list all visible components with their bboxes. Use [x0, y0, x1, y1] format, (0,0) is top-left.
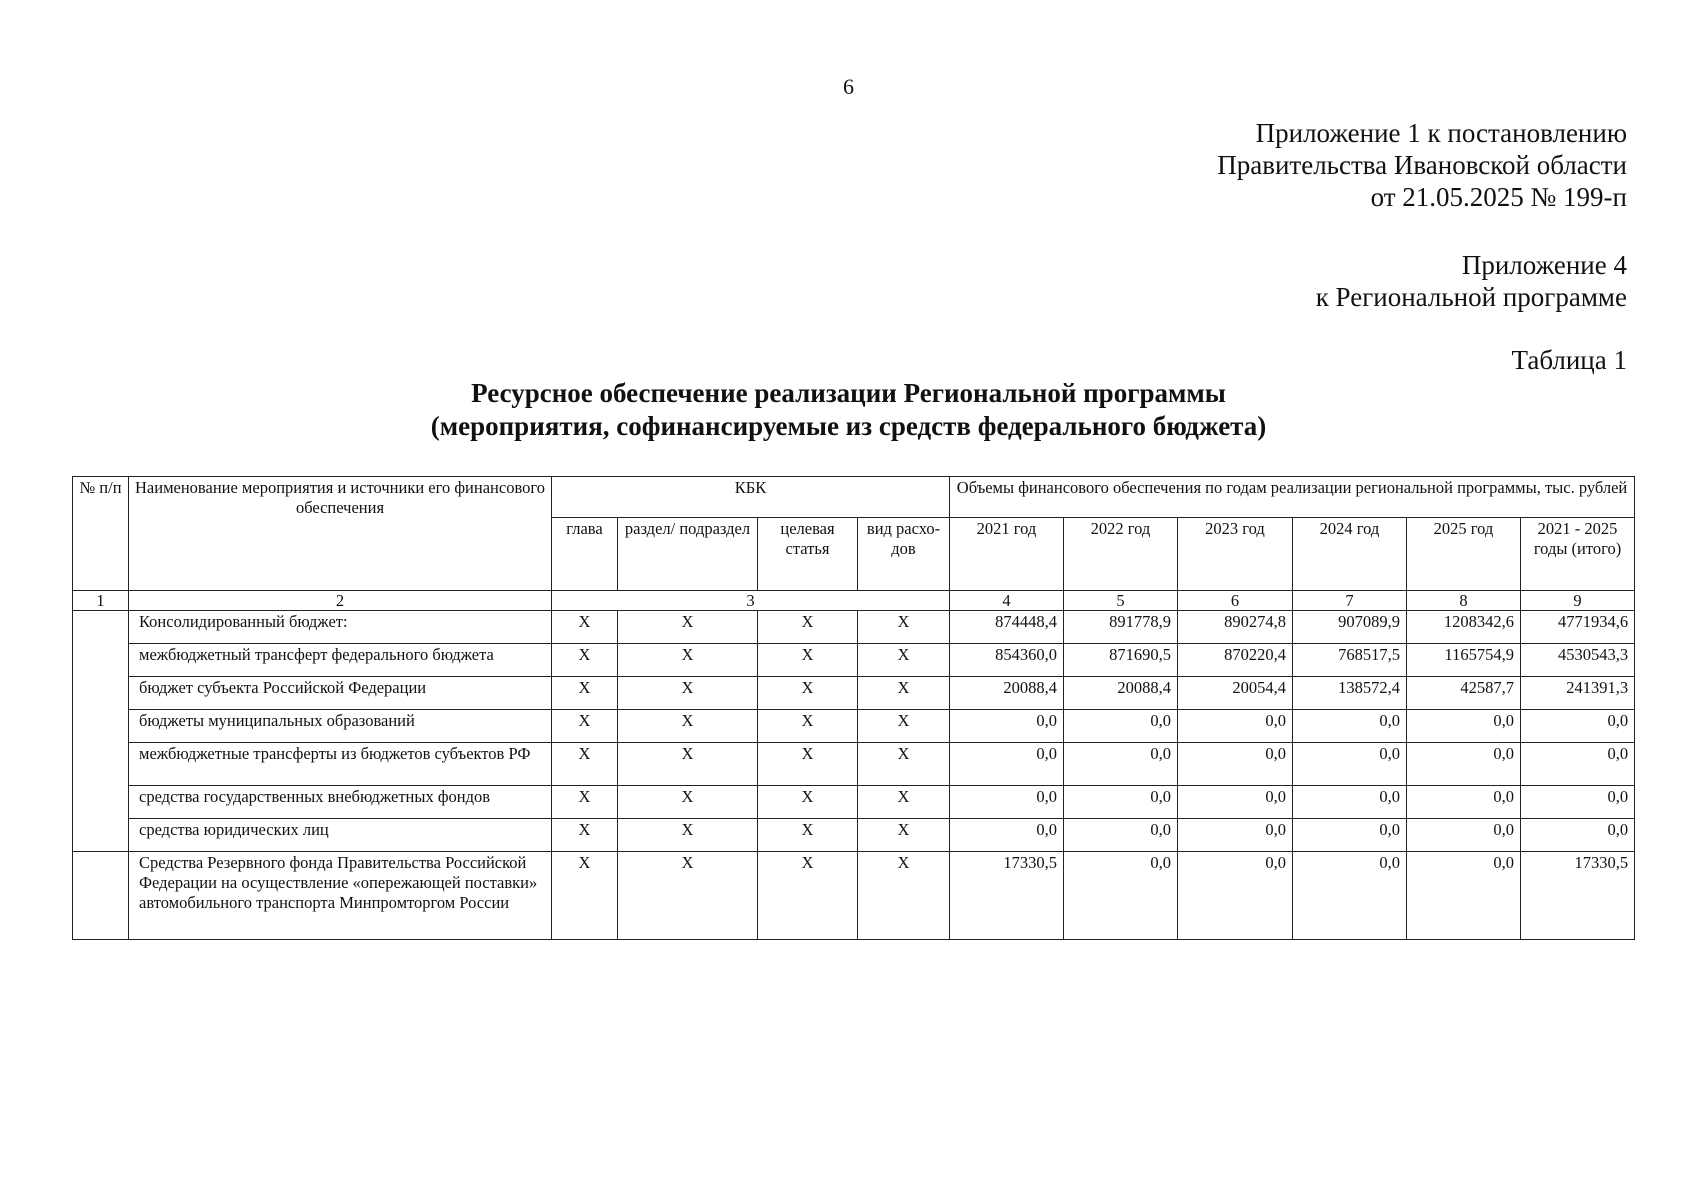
row-name: средства юридических лиц [129, 819, 552, 852]
value-cell: 0,0 [1178, 852, 1293, 940]
value-cell: 0,0 [950, 710, 1064, 743]
kbk-cell: Х [552, 611, 618, 644]
kbk-cell: Х [618, 677, 758, 710]
document-title-line: Ресурсное обеспечение реализации Региональной программы [471, 378, 1226, 408]
row-number-cell [73, 611, 129, 852]
row-name: бюджет субъекта Российской Федерации [129, 677, 552, 710]
value-cell: 0,0 [1293, 743, 1407, 786]
kbk-cell: Х [858, 786, 950, 819]
value-cell: 0,0 [1064, 852, 1178, 940]
header-total: 2021 - 2025 годы (итого) [1521, 518, 1635, 591]
value-cell: 0,0 [1407, 710, 1521, 743]
kbk-cell: Х [858, 852, 950, 940]
kbk-cell: Х [758, 819, 858, 852]
value-cell: 871690,5 [1064, 644, 1178, 677]
table-row [73, 677, 1635, 710]
kbk-cell: Х [858, 819, 950, 852]
value-cell: 42587,7 [1407, 677, 1521, 710]
table-row [73, 611, 1635, 644]
value-cell: 768517,5 [1293, 644, 1407, 677]
kbk-cell: Х [618, 819, 758, 852]
value-cell: 874448,4 [950, 611, 1064, 644]
kbk-cell: Х [758, 710, 858, 743]
value-cell: 0,0 [950, 819, 1064, 852]
kbk-cell: Х [552, 644, 618, 677]
appendix-4-reference [1316, 249, 1627, 313]
table-row [73, 710, 1635, 743]
kbk-cell: Х [552, 786, 618, 819]
value-cell: 0,0 [1521, 819, 1635, 852]
kbk-cell: Х [618, 611, 758, 644]
page-number: 6 [843, 74, 854, 99]
kbk-cell: Х [552, 743, 618, 786]
value-cell: 0,0 [950, 743, 1064, 786]
header-year-2023: 2023 год [1178, 518, 1293, 591]
header-year-2021: 2021 год [950, 518, 1064, 591]
value-cell: 0,0 [1407, 786, 1521, 819]
value-cell: 0,0 [1178, 786, 1293, 819]
row-name: Консолидированный бюджет: [129, 611, 552, 644]
resource-table [72, 476, 1635, 940]
value-cell: 891778,9 [1064, 611, 1178, 644]
column-index: 1 [73, 591, 129, 611]
table-row [73, 786, 1635, 819]
value-cell: 0,0 [1064, 743, 1178, 786]
row-name: межбюджетные трансферты из бюджетов субъектов РФ [129, 743, 552, 786]
column-index-row [73, 591, 1635, 611]
kbk-cell: Х [858, 710, 950, 743]
document-title [0, 377, 1697, 443]
table-row [73, 852, 1635, 940]
column-index: 9 [1521, 591, 1635, 611]
column-index: 2 [129, 591, 552, 611]
value-cell: 0,0 [1407, 852, 1521, 940]
kbk-cell: Х [618, 710, 758, 743]
value-cell: 0,0 [1407, 743, 1521, 786]
kbk-cell: Х [758, 786, 858, 819]
document-title-line: (мероприятия, софинансируемые из средств федерального бюджета) [430, 411, 1267, 441]
value-cell: 854360,0 [950, 644, 1064, 677]
table-label: Таблица 1 [1511, 345, 1627, 375]
kbk-cell: Х [618, 852, 758, 940]
value-cell: 20054,4 [1178, 677, 1293, 710]
value-cell: 20088,4 [1064, 677, 1178, 710]
column-index: 6 [1178, 591, 1293, 611]
header-razdel: раздел/ подраздел [618, 518, 758, 591]
value-cell: 17330,5 [1521, 852, 1635, 940]
value-cell: 0,0 [1293, 819, 1407, 852]
value-cell: 0,0 [1064, 710, 1178, 743]
table-row [73, 743, 1635, 786]
value-cell: 4530543,3 [1521, 644, 1635, 677]
kbk-cell: Х [618, 743, 758, 786]
kbk-cell: Х [758, 852, 858, 940]
value-cell: 0,0 [1521, 743, 1635, 786]
value-cell: 0,0 [1064, 819, 1178, 852]
appendix-4-line: Приложение 4 [1461, 250, 1627, 280]
value-cell: 0,0 [1293, 786, 1407, 819]
appendix-1-line: Правительства Ивановской области [1217, 150, 1627, 180]
kbk-cell: Х [552, 677, 618, 710]
kbk-cell: Х [858, 743, 950, 786]
column-index: 7 [1293, 591, 1407, 611]
value-cell: 138572,4 [1293, 677, 1407, 710]
kbk-cell: Х [618, 786, 758, 819]
value-cell: 0,0 [1521, 710, 1635, 743]
value-cell: 0,0 [1178, 710, 1293, 743]
appendix-1-reference [1217, 117, 1627, 213]
kbk-cell: Х [552, 819, 618, 852]
row-name: Средства Резервного фонда Правительства Российской Федерации на осуществление «опережающей поставки» автомобильного транспорта Минпромторгом России [129, 852, 552, 940]
header-statya: целевая статья [758, 518, 858, 591]
row-number-cell [73, 852, 129, 940]
header-year-2022: 2022 год [1064, 518, 1178, 591]
kbk-cell: Х [858, 611, 950, 644]
value-cell: 0,0 [1521, 786, 1635, 819]
value-cell: 0,0 [1407, 819, 1521, 852]
table-row [73, 819, 1635, 852]
row-name: межбюджетный трансферт федерального бюджета [129, 644, 552, 677]
appendix-1-line: Приложение 1 к постановлению [1255, 118, 1627, 148]
value-cell: 241391,3 [1521, 677, 1635, 710]
value-cell: 20088,4 [950, 677, 1064, 710]
header-volumes: Объемы финансового обеспечения по годам реализации региональной программы, тыс. рублей [950, 477, 1635, 518]
value-cell: 1208342,6 [1407, 611, 1521, 644]
header-kbk: КБК [552, 477, 950, 518]
kbk-cell: Х [758, 644, 858, 677]
value-cell: 17330,5 [950, 852, 1064, 940]
column-index: 3 [552, 591, 950, 611]
kbk-cell: Х [858, 644, 950, 677]
value-cell: 907089,9 [1293, 611, 1407, 644]
kbk-cell: Х [758, 743, 858, 786]
value-cell: 870220,4 [1178, 644, 1293, 677]
value-cell: 0,0 [1178, 819, 1293, 852]
value-cell: 1165754,9 [1407, 644, 1521, 677]
row-name: средства государственных внебюджетных фондов [129, 786, 552, 819]
kbk-cell: Х [552, 852, 618, 940]
value-cell: 0,0 [1293, 710, 1407, 743]
value-cell: 0,0 [950, 786, 1064, 819]
header-name: Наименование мероприятия и источники его финансового обеспечения [129, 477, 552, 591]
header-year-2025: 2025 год [1407, 518, 1521, 591]
kbk-cell: Х [758, 611, 858, 644]
kbk-cell: Х [618, 644, 758, 677]
column-index: 8 [1407, 591, 1521, 611]
value-cell: 0,0 [1178, 743, 1293, 786]
header-year-2024: 2024 год [1293, 518, 1407, 591]
kbk-cell: Х [758, 677, 858, 710]
header-num: № п/п [73, 477, 129, 591]
appendix-4-line: к Региональной программе [1315, 282, 1627, 312]
appendix-1-line: от 21.05.2025 № 199-п [1370, 182, 1627, 212]
value-cell: 890274,8 [1178, 611, 1293, 644]
value-cell: 0,0 [1064, 786, 1178, 819]
kbk-cell: Х [552, 710, 618, 743]
row-name: бюджеты муниципальных образований [129, 710, 552, 743]
header-glava: глава [552, 518, 618, 591]
value-cell: 0,0 [1293, 852, 1407, 940]
header-vid: вид расхо- дов [858, 518, 950, 591]
column-index: 4 [950, 591, 1064, 611]
column-index: 5 [1064, 591, 1178, 611]
value-cell: 4771934,6 [1521, 611, 1635, 644]
table-row [73, 644, 1635, 677]
kbk-cell: Х [858, 677, 950, 710]
